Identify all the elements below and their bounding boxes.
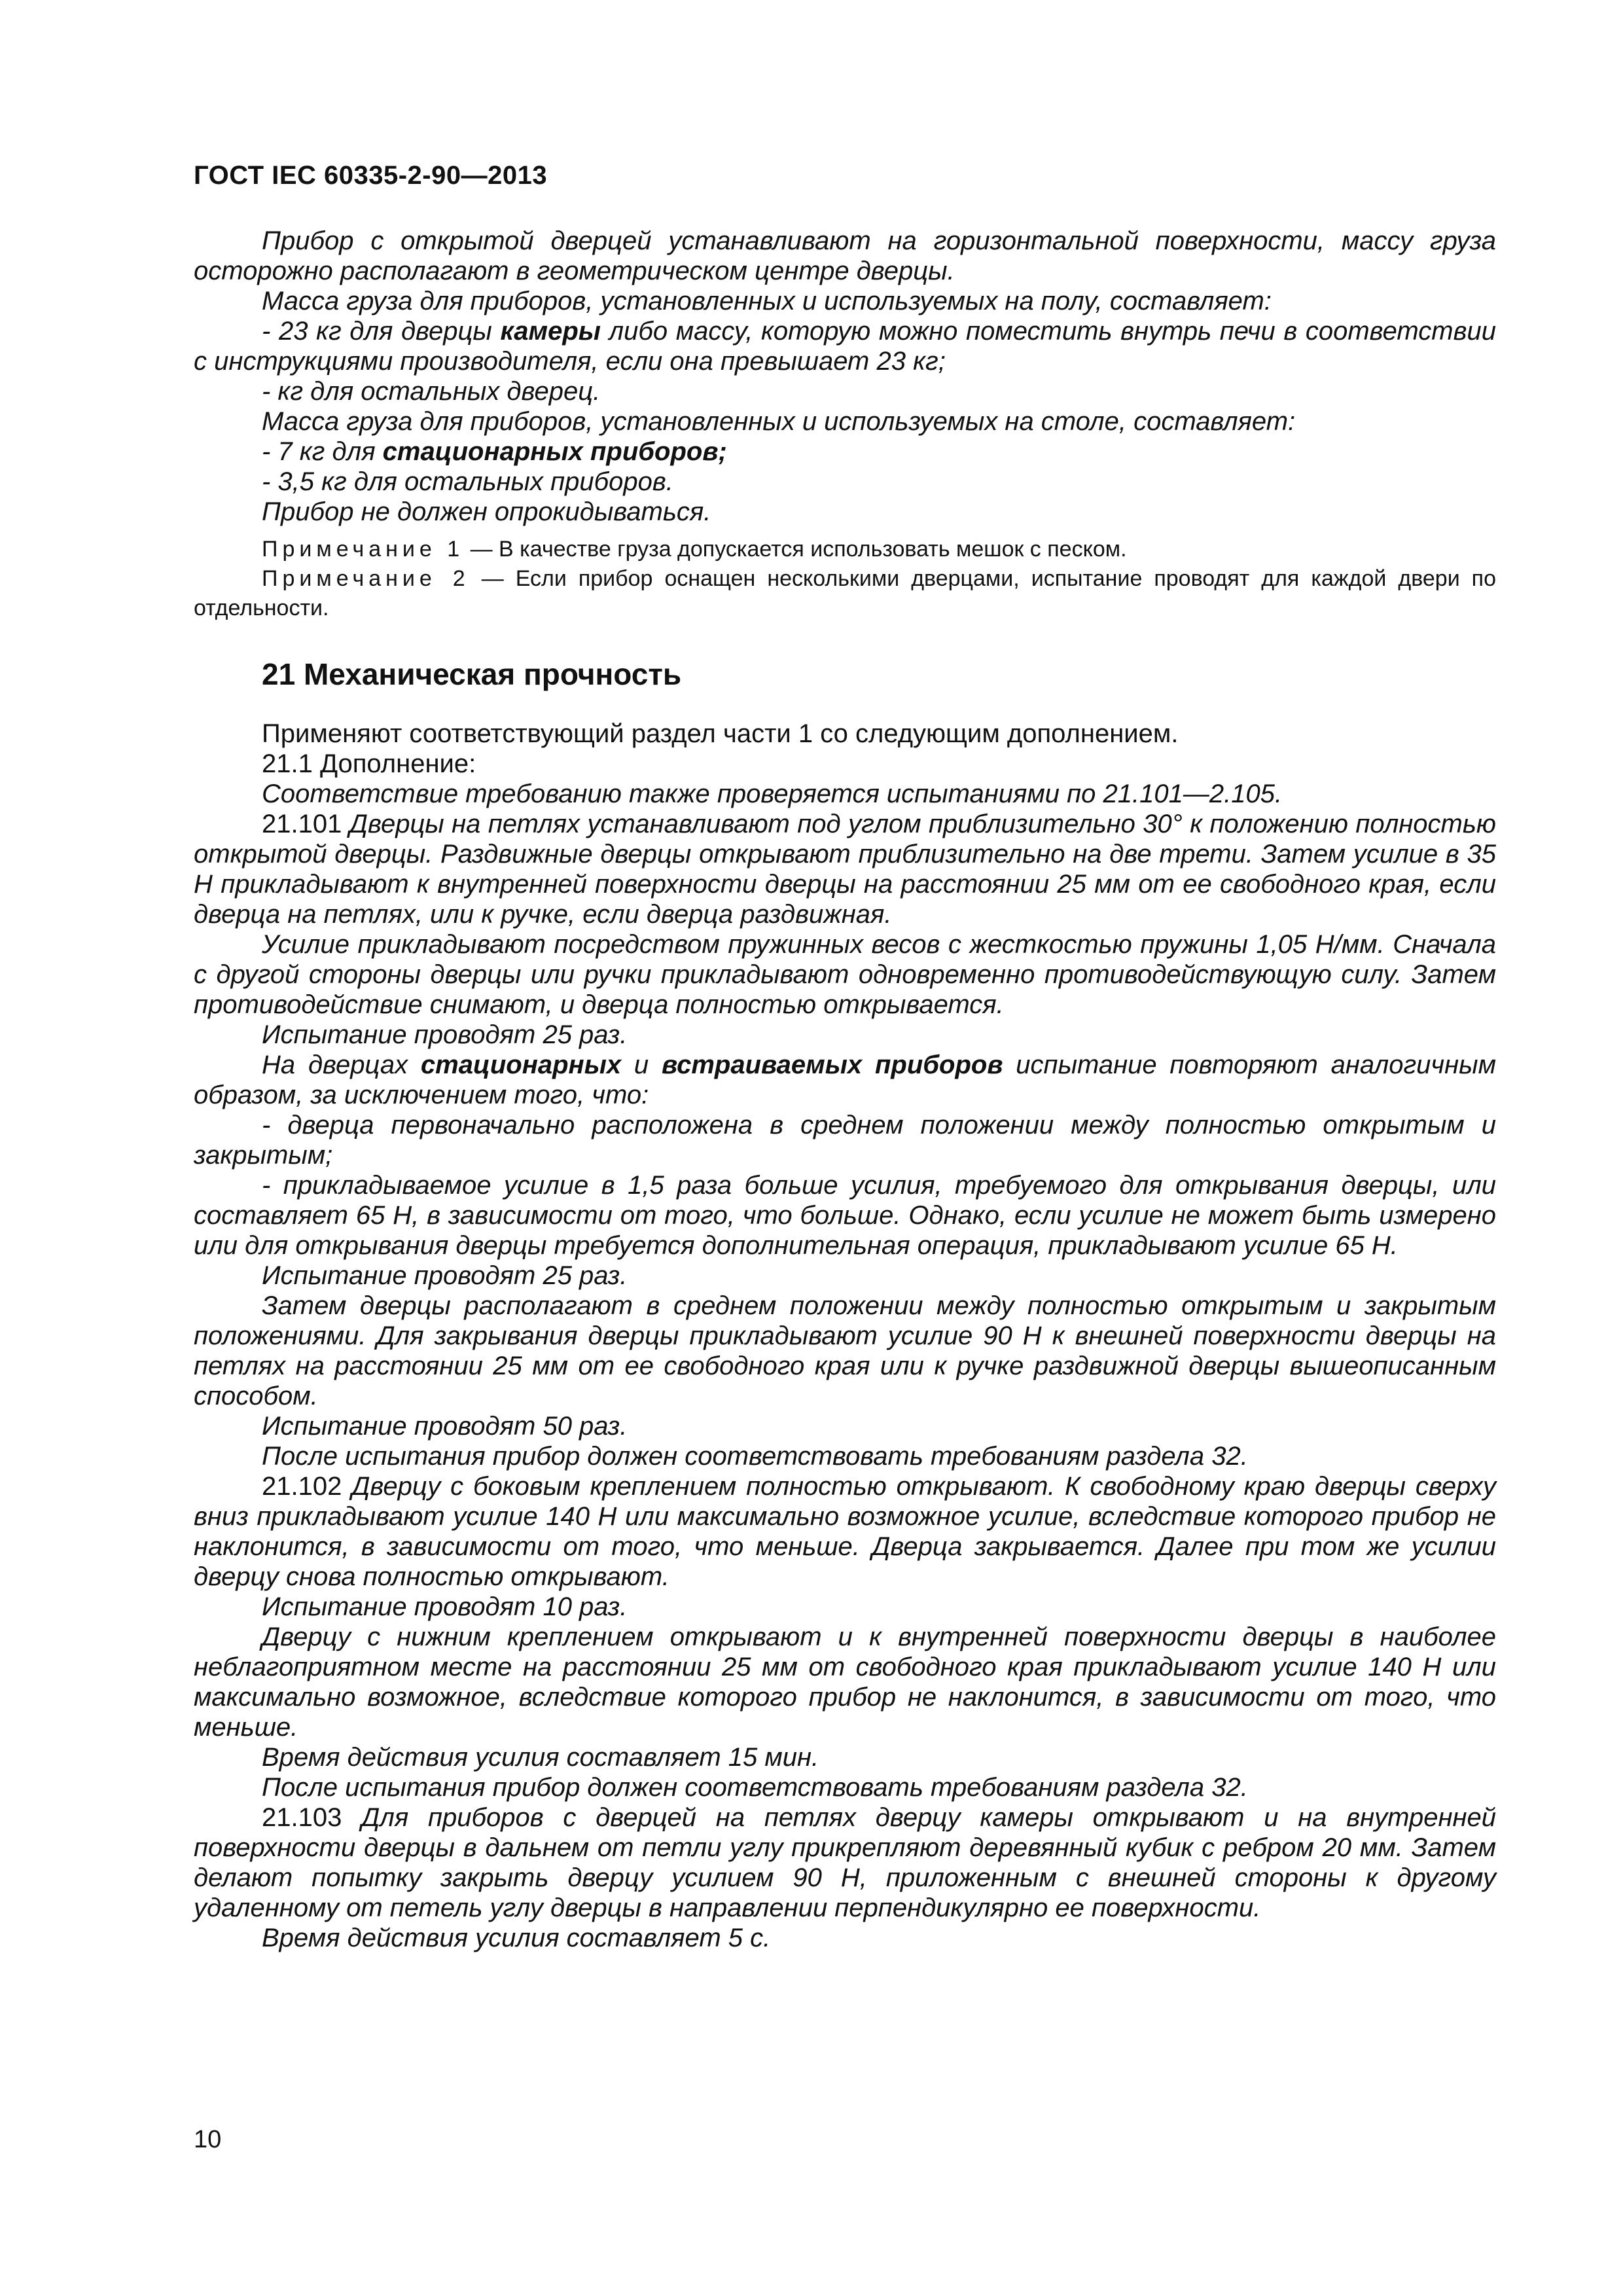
paragraph: После испытания прибор должен соответствовать требованиям раздела 32. [262, 1773, 1248, 1802]
clause-21-101 [194, 809, 1496, 929]
note-2 [194, 564, 1496, 623]
note-text: — Если прибор оснащен несколькими дверцами, испытание проводят для каждой двери по отдельности. [194, 566, 1497, 620]
paragraph: Применяют соответствующий раздел части 1 со следующим дополнением. [262, 719, 1179, 748]
paragraph: Испытание проводят 10 раз. [262, 1592, 628, 1621]
clause-text: Дверцы на петлях устанавливают под углом приблизительно 30° к положению полностью открытой дверцы. Раздвижные дверцы открывают приблизительно на две трети. Затем усилие в 35 Н прикладывают к внутренней поверхности дверцы на расстоянии 25 мм от ее свободного края, если дверца на петлях, или к ручке, если дверца раздвижная. [194, 810, 1496, 929]
note-label: Примечание 2 [262, 566, 470, 591]
paragraph: Масса груза для приборов, установленных и используемых на столе, составляет: [262, 407, 1296, 436]
paragraph: - 3,5 кг для остальных приборов. [262, 467, 673, 496]
text-run: - 7 кг для [262, 437, 383, 466]
paragraph: Прибор с открытой дверцей устанавливают на горизонтальной поверхности, массу груза осторожно располагают в геометрическом центре дверцы. [194, 226, 1496, 285]
clause-text: Для приборов с дверцей на петлях дверцу камеры открывают и на внутренней поверхности дверцы в дальнем от петли углу прикрепляют деревянный кубик с ребром 20 мм. Затем делают попытку закрыть дверцу усилием 90 Н, приложенным с внешней стороны к другому удаленному от петель углу дверцы в направлении перпендикулярно ее поверхности. [194, 1803, 1496, 1922]
paragraph: Испытание проводят 25 раз. [262, 1020, 628, 1049]
note-label: Примечание 1 [262, 537, 465, 562]
bold-term: встраиваемых приборов [661, 1050, 1003, 1079]
clause-number: 21.102 [262, 1472, 352, 1501]
paragraph: После испытания прибор должен соответствовать требованиям раздела 32. [262, 1442, 1248, 1471]
paragraph: Дверцу с нижним креплением открывают и к внутренней поверхности дверцы в наиболее неблагоприятном месте на расстоянии 25 мм от свободного края прикладывают усилие 140 Н или максимально возможное, вследствие которого прибор не наклонится, в зависимости от того, что меньше. [194, 1623, 1496, 1742]
text-run: - 23 кг для дверцы [262, 317, 501, 346]
paragraph: Соответствие требованию также проверяется испытаниями по 21.101—2.105. [262, 780, 1283, 808]
paragraph [194, 437, 1496, 467]
note-text: — В качестве груза допускается использовать мешок с песком. [464, 537, 1127, 562]
document-header: ГОСТ IEC 60335-2-90—2013 [194, 161, 548, 190]
text-run: испытание повторяют аналогичным образом, за исключением того, что: [194, 1050, 1496, 1109]
paragraph: - прикладываемое усилие в 1,5 раза больше усилия, требуемого для открывания дверцы, или составляет 65 Н, в зависимости от того, что больше. Однако, если усилие не может быть измерено или для открывания дверцы требуется дополнительная операция, прикладывают усилие 65 Н. [194, 1171, 1496, 1260]
paragraph: Затем дверцы располагают в среднем положении между полностью открытым и закрытым положениями. Для закрывания дверцы прикладывают усилие 90 Н к внешней поверхности дверцы на петлях на расстоянии 25 мм от ее свободного края или к ручке раздвижной дверцы вышеописанным способом. [194, 1291, 1496, 1410]
section-heading: 21 Механическая прочность [262, 657, 682, 691]
bold-term: стационарных приборов; [382, 437, 727, 466]
note-1 [194, 535, 1496, 564]
paragraph: Масса груза для приборов, установленных и используемых на полу, составляет: [262, 287, 1272, 315]
paragraph: Прибор не должен опрокидываться. [262, 497, 711, 526]
document-body [194, 226, 1496, 1953]
bold-term: камеры [500, 317, 601, 346]
clause-text: Дверцу с боковым креплением полностью открывают. К свободному краю дверцы сверху вниз прикладывают усилие 140 Н или максимально возможное усилие, вследствие которого прибор не наклонится, в зависимости от того, что меньше. Дверца закрывается. Далее при том же усилии дверцу снова полностью открывают. [194, 1472, 1496, 1591]
paragraph: - кг для остальных дверец. [262, 377, 601, 406]
text-run: На дверцах [262, 1050, 421, 1079]
paragraph: - дверца первоначально расположена в среднем положении между полностью открытым и закрытым; [194, 1111, 1496, 1170]
clause-number: 21.101 [262, 810, 349, 838]
bold-term: стационарных [420, 1050, 622, 1079]
paragraph [194, 316, 1496, 376]
paragraph: Время действия усилия составляет 5 с. [262, 1924, 771, 1952]
paragraph: Испытание проводят 25 раз. [262, 1261, 628, 1290]
text-run: и [621, 1050, 662, 1079]
paragraph: Усилие прикладывают посредством пружинных весов с жесткостью пружины 1,05 Н/мм. Сначала с другой стороны дверцы или ручки прикладывают одновременно противодействующую силу. Затем противодействие снимают, и дверца полностью открывается. [194, 930, 1496, 1019]
paragraph: 21.1 Дополнение: [262, 749, 476, 778]
clause-21-103 [194, 1803, 1496, 1923]
paragraph: Испытание проводят 50 раз. [262, 1412, 628, 1441]
paragraph: Время действия усилия составляет 15 мин. [262, 1743, 819, 1772]
page-number: 10 [194, 2126, 222, 2153]
paragraph [194, 1050, 1496, 1110]
text-run: либо массу, которую можно поместить внутрь печи в соответствии с инструкциями производителя, если она превышает 23 кг; [194, 317, 1496, 376]
clause-21-102 [194, 1471, 1496, 1592]
clause-number: 21.103 [262, 1803, 362, 1832]
